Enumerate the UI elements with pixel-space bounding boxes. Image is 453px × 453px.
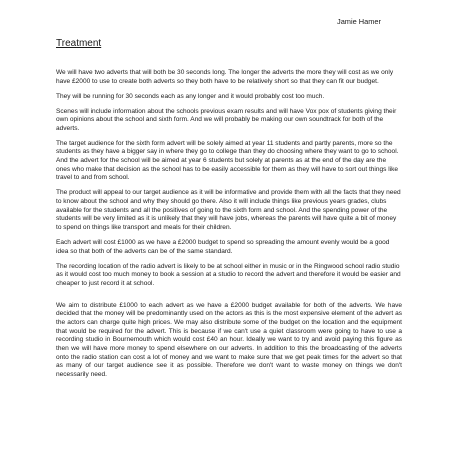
paragraph-recording-location: The recording location of the radio advert is likely to be at school either in music or in the Ringwood school radio studio as it would cost too much money to book a session at a studio to record the advert and therefore it would be easier and cheaper to just record it at school. (56, 262, 401, 287)
paragraph-advert-length: We will have two adverts that will both be 30 seconds long. The longer the adverts the more they will cost as we only have £2000 to use to create both adverts so they both have to be relatively short so that they can fit our budget. (56, 69, 394, 85)
document-title: Treatment (56, 38, 102, 49)
paragraph-advert-cost: Each advert will cost £1000 as we have a £2000 budget to spend so spreading the amount evenly would be a good idea so that both of the adverts can be of the same standard. (56, 238, 390, 255)
paragraph-product-appeal: The product will appeal to our target audience as it will be informative and provide them with all the facts that they need to know about the school and why they should go there. Also it will include things like previous years grades, clubs available for the students and all the positives of going to the sixth form and school. And the spending power of the students will be very limited as it is unlikely that they will have jobs, whereas the parents will have quite a bit of money to spend on things like transport and meals for their children. (56, 189, 401, 232)
author-name: Jamie Hamer (337, 17, 381, 26)
paragraph-scenes: Scenes will include information about the schools previous exam results and will have Vox pox of students giving their own opinions about the school and sixth form. And we will probably be making our own soundtrack for both of the adverts. (56, 107, 397, 132)
paragraph-budget-distribution: We aim to distribute £1000 to each advert as we have a £2000 budget available for both of the adverts. We have decided that the money will be predominantly used on the actors as this is the most expensive element of the advert as the actors can charge quite high prices. We may also distribute some of the budget on the location and the equipment that would be required for the advert. This is because if we can't use a quiet classroom were going to have to use a recording studio in Bournemouth which would cost £40 an hour. Ideally we want to try and avoid paying this figure as then we will have more money to spend elsewhere on our adverts. In addition to this the broadcasting of the adverts onto the radio station can cost a lot of money and we want to make sure that we get peak times for the advert so that as many of our target audience see it as possible. Therefore we don't want to waste money on things we don't necessarily need. (56, 301, 402, 378)
paragraph-running-time: They will be running for 30 seconds each as any longer and it would probably cost too much. (56, 92, 325, 100)
paragraph-target-audience: The target audience for the sixth form advert will be solely aimed at year 11 students and partly parents, more so the students as they have a bigger say in where they go to college than they do choosing where they want to go to school. And the advert for the school will be aimed at year 6 students but solely at parents as at the end of the day are the ones who make that decision as the school has to be easily accessible for them as they will have to sort out things like travel to and from school. (56, 139, 399, 182)
document-body (56, 69, 402, 386)
